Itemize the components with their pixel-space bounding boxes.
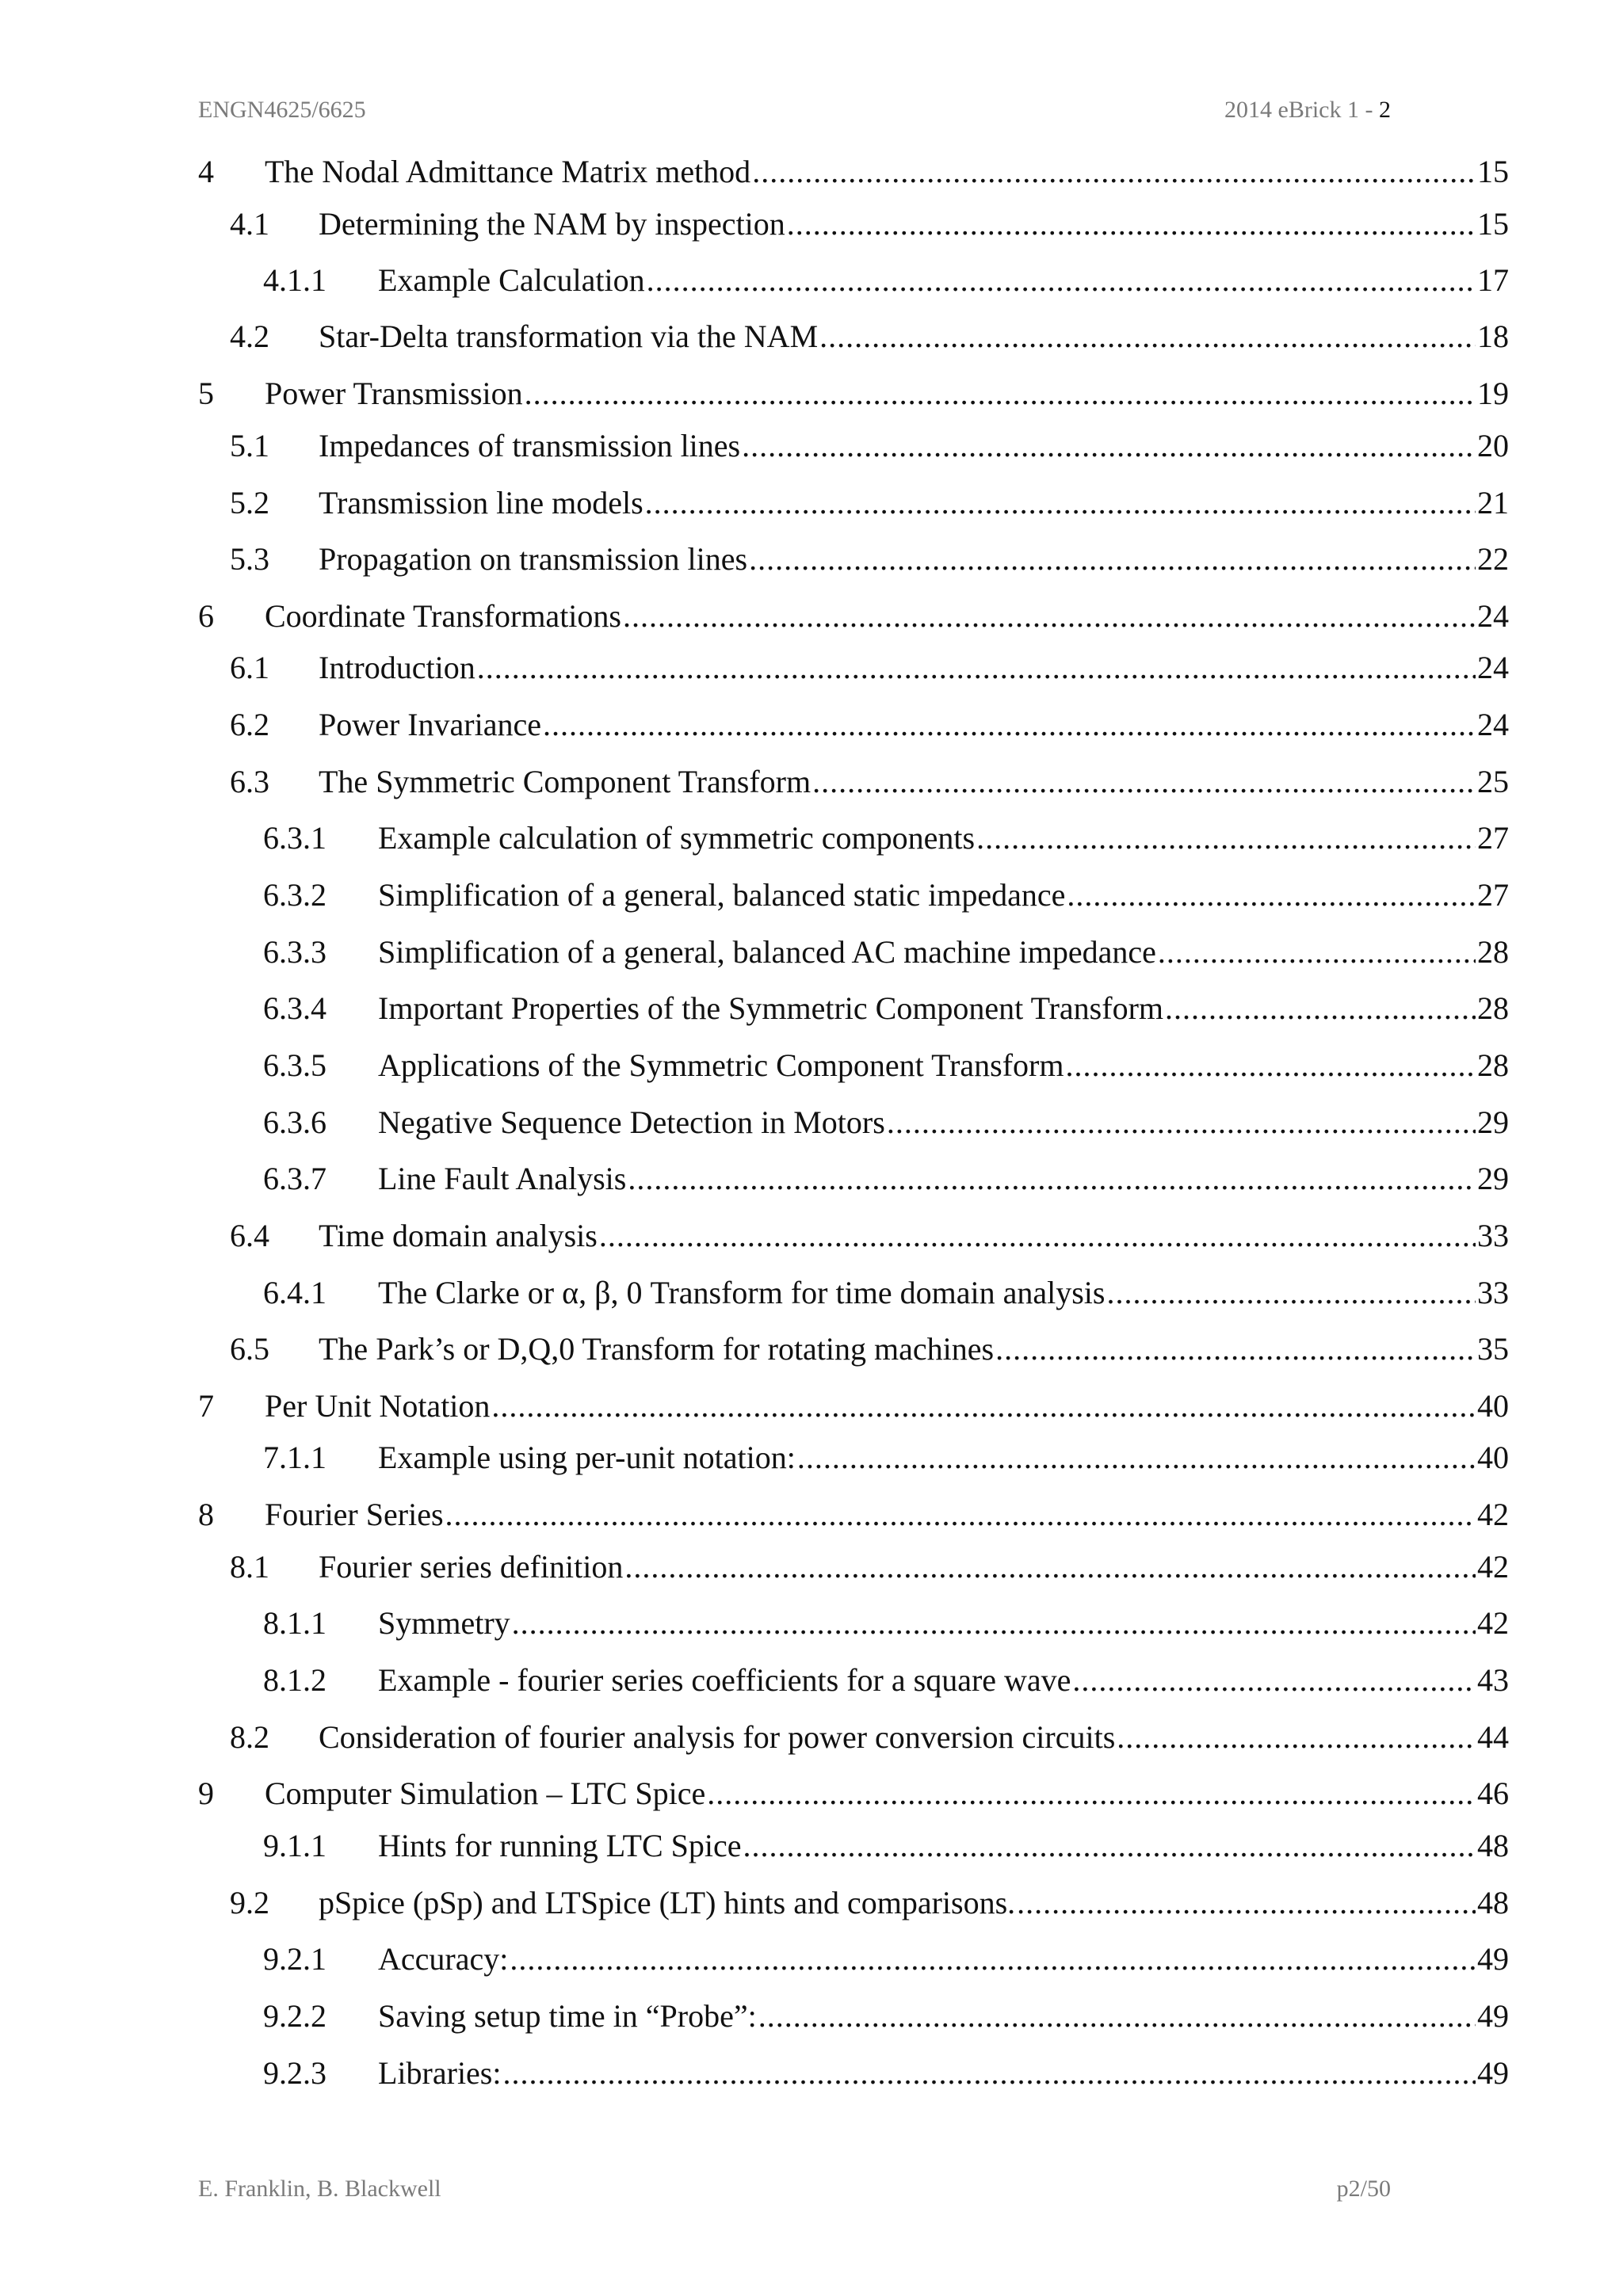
toc-entry[interactable] xyxy=(198,762,1509,802)
toc-entry-page: 46 xyxy=(1477,1775,1509,1811)
toc-entry-page: 28 xyxy=(1477,1047,1509,1083)
toc-entry-page: 42 xyxy=(1477,1605,1509,1641)
toc-leader-dots xyxy=(758,1997,1476,2036)
toc-leader-dots xyxy=(787,204,1476,244)
toc-entry-page: 24 xyxy=(1477,598,1509,634)
toc-entry-page: 25 xyxy=(1477,764,1509,799)
toc-entry-page: 29 xyxy=(1477,1104,1509,1140)
toc-leader-dots xyxy=(445,1495,1476,1535)
toc-entry-page: 49 xyxy=(1477,2055,1509,2091)
toc-entry-number: 7 xyxy=(198,1388,214,1424)
toc-entry-number: 9.2.2 xyxy=(263,1998,327,2034)
toc-entry-page: 28 xyxy=(1477,990,1509,1026)
toc-leader-dots xyxy=(742,426,1476,466)
toc-leader-dots xyxy=(707,1774,1476,1814)
toc-entry[interactable] xyxy=(198,1103,1509,1142)
toc-entry-title: Libraries: xyxy=(378,2055,502,2091)
toc-entry-title: Star-Delta transformation via the NAM xyxy=(319,318,819,354)
toc-entry-page: 21 xyxy=(1477,485,1509,521)
toc-entry-number: 6.3.2 xyxy=(263,877,327,913)
toc-leader-dots xyxy=(623,597,1476,636)
toc-leader-dots xyxy=(797,1438,1476,1478)
toc-entry-page: 40 xyxy=(1477,1388,1509,1424)
toc-entry[interactable] xyxy=(198,597,1509,636)
toc-entry-number: 4.2 xyxy=(230,318,269,354)
toc-leader-dots xyxy=(491,1386,1476,1426)
toc-entry-page: 35 xyxy=(1477,1331,1509,1367)
toc-leader-dots xyxy=(525,374,1476,414)
toc-entry[interactable] xyxy=(198,152,1509,192)
toc-entry[interactable] xyxy=(198,374,1509,414)
toc-entry[interactable] xyxy=(198,1661,1509,1700)
toc-entry[interactable] xyxy=(198,540,1509,579)
toc-entry[interactable] xyxy=(198,818,1509,858)
toc-entry-number: 4.1 xyxy=(230,206,269,242)
toc-entry-title: The Symmetric Component Transform xyxy=(319,764,812,799)
toc-entry-number: 9.2 xyxy=(230,1885,269,1920)
toc-entry-page: 27 xyxy=(1477,877,1509,913)
toc-leader-dots xyxy=(599,1216,1476,1256)
toc-entry-title: Example Calculation xyxy=(378,262,645,298)
toc-entry[interactable] xyxy=(198,1159,1509,1199)
toc-leader-dots xyxy=(819,317,1476,357)
toc-entry-page: 42 xyxy=(1477,1549,1509,1585)
toc-entry-number: 5.2 xyxy=(230,485,269,521)
header-brick-text: 2014 eBrick 1 - xyxy=(1224,97,1379,123)
toc-entry-number: 6.5 xyxy=(230,1331,269,1367)
toc-entry-number: 8.2 xyxy=(230,1719,269,1755)
toc-entry-title: Consideration of fourier analysis for power conversion circuits xyxy=(319,1719,1116,1755)
toc-leader-dots xyxy=(1017,1883,1476,1923)
toc-entry-page: 48 xyxy=(1477,1828,1509,1863)
toc-entry[interactable] xyxy=(198,1826,1509,1866)
toc-entry-title: Coordinate Transformations xyxy=(265,598,621,634)
toc-entry[interactable] xyxy=(198,1997,1509,2036)
toc-entry-number: 5 xyxy=(198,376,214,411)
toc-entry[interactable] xyxy=(198,426,1509,466)
toc-entry-title: Introduction xyxy=(319,650,475,685)
toc-entry-title: Power Invariance xyxy=(319,707,541,742)
toc-entry[interactable] xyxy=(198,933,1509,972)
toc-entry[interactable] xyxy=(198,1273,1509,1313)
toc-entry-title: Fourier Series xyxy=(265,1497,444,1532)
toc-entry-title: pSpice (pSp) and LTSpice (LT) hints and comparisons. xyxy=(319,1885,1016,1920)
toc-entry[interactable] xyxy=(198,1386,1509,1426)
toc-entry-page: 44 xyxy=(1477,1719,1509,1755)
toc-leader-dots xyxy=(887,1103,1476,1142)
toc-entry-title: The Park’s or D,Q,0 Transform for rotating machines xyxy=(319,1331,995,1367)
toc-entry-title: Negative Sequence Detection in Motors xyxy=(378,1104,885,1140)
toc-leader-dots xyxy=(1066,1046,1476,1085)
toc-entry-title: Example using per-unit notation: xyxy=(378,1440,796,1475)
toc-leader-dots xyxy=(743,1826,1476,1866)
toc-entry-page: 17 xyxy=(1477,262,1509,298)
toc-entry[interactable] xyxy=(198,1547,1509,1587)
toc-entry-page: 49 xyxy=(1477,1998,1509,2034)
toc-entry[interactable] xyxy=(198,875,1509,915)
toc-entry-title: Computer Simulation – LTC Spice xyxy=(265,1775,706,1811)
toc-entry[interactable] xyxy=(198,204,1509,244)
toc-entry[interactable] xyxy=(198,648,1509,688)
toc-entry-page: 20 xyxy=(1477,428,1509,463)
toc-entry-title: Per Unit Notation xyxy=(265,1388,491,1424)
toc-leader-dots xyxy=(976,818,1476,858)
toc-entry-number: 6.3.7 xyxy=(263,1161,327,1196)
toc-entry-title: Transmission line models xyxy=(319,485,643,521)
toc-entry-title: Power Transmission xyxy=(265,376,523,411)
toc-entry-number: 4 xyxy=(198,154,214,189)
toc-entry-number: 6.3.5 xyxy=(263,1047,327,1083)
toc-entry-title: Symmetry xyxy=(378,1605,510,1641)
toc-entry[interactable] xyxy=(198,1604,1509,1643)
toc-leader-dots xyxy=(645,483,1476,523)
toc-entry-number: 6.3.1 xyxy=(263,820,327,856)
toc-entry-page: 33 xyxy=(1477,1218,1509,1253)
toc-entry[interactable] xyxy=(198,1718,1509,1757)
toc-entry-page: 40 xyxy=(1477,1440,1509,1475)
toc-entry-number: 6.1 xyxy=(230,650,269,685)
toc-entry-title: Applications of the Symmetric Component Transform xyxy=(378,1047,1064,1083)
toc-leader-dots xyxy=(1072,1661,1476,1700)
toc-entry[interactable] xyxy=(198,483,1509,523)
toc-entry-title: Example - fourier series coefficients for a square wave xyxy=(378,1662,1071,1698)
toc-entry-title: Hints for running LTC Spice xyxy=(378,1828,742,1863)
toc-entry-page: 33 xyxy=(1477,1275,1509,1310)
toc-entry-number: 9 xyxy=(198,1775,214,1811)
toc-entry[interactable] xyxy=(198,705,1509,745)
toc-entry-title: Saving setup time in “Probe”: xyxy=(378,1998,757,2034)
toc-leader-dots xyxy=(1106,1273,1476,1313)
toc-entry-number: 9.1.1 xyxy=(263,1828,327,1863)
toc-entry[interactable] xyxy=(198,317,1509,357)
toc-entry[interactable] xyxy=(198,1438,1509,1478)
toc-entry-title: Determining the NAM by inspection xyxy=(319,206,785,242)
toc-entry-page: 24 xyxy=(1477,650,1509,685)
toc-entry-number: 8 xyxy=(198,1497,214,1532)
toc-entry-title: Fourier series definition xyxy=(319,1549,624,1585)
toc-leader-dots xyxy=(512,1604,1476,1643)
toc-entry-number: 6.3.6 xyxy=(263,1104,327,1140)
toc-entry-number: 6.3.4 xyxy=(263,990,327,1026)
toc-entry-title: Accuracy: xyxy=(378,1941,509,1977)
toc-entry-page: 29 xyxy=(1477,1161,1509,1196)
toc-leader-dots xyxy=(503,2054,1476,2093)
toc-leader-dots xyxy=(647,261,1476,300)
toc-entry-title: Simplification of a general, balanced static impedance xyxy=(378,877,1066,913)
toc-entry-page: 18 xyxy=(1477,318,1509,354)
toc-entry-number: 6.2 xyxy=(230,707,269,742)
toc-leader-dots xyxy=(510,1939,1476,1979)
toc-leader-dots xyxy=(752,152,1476,192)
toc-entry-title: Simplification of a general, balanced AC machine impedance xyxy=(378,934,1156,970)
toc-entry-number: 6 xyxy=(198,598,214,634)
toc-entry-number: 6.4 xyxy=(230,1218,269,1253)
header-brick-label xyxy=(1224,97,1391,124)
toc-leader-dots xyxy=(1158,933,1476,972)
toc-entry[interactable] xyxy=(198,1495,1509,1535)
toc-entry-title: The Nodal Admittance Matrix method xyxy=(265,154,751,189)
toc-entry-page: 27 xyxy=(1477,820,1509,856)
toc-entry-page: 15 xyxy=(1477,154,1509,189)
toc-leader-dots xyxy=(995,1329,1476,1369)
toc-leader-dots xyxy=(812,762,1476,802)
toc-entry-title: Example calculation of symmetric components xyxy=(378,820,976,856)
toc-entry-number: 8.1.1 xyxy=(263,1605,327,1641)
toc-entry-title: The Clarke or α, β, 0 Transform for time domain analysis xyxy=(378,1275,1106,1310)
toc-entry-number: 7.1.1 xyxy=(263,1440,327,1475)
toc-leader-dots xyxy=(624,1547,1476,1587)
toc-leader-dots xyxy=(628,1159,1476,1199)
toc-entry-page: 28 xyxy=(1477,934,1509,970)
toc-entry-title: Impedances of transmission lines xyxy=(319,428,741,463)
header-course-code: ENGN4625/6625 xyxy=(198,97,366,123)
toc-entry[interactable] xyxy=(198,1939,1509,1979)
toc-entry-number: 5.3 xyxy=(230,541,269,577)
header-page-number: 2 xyxy=(1379,97,1391,123)
toc-entry[interactable] xyxy=(198,2054,1509,2093)
toc-leader-dots xyxy=(543,705,1476,745)
toc-entry-title: Propagation on transmission lines xyxy=(319,541,748,577)
toc-entry-page: 19 xyxy=(1477,376,1509,411)
toc-entry-page: 43 xyxy=(1477,1662,1509,1698)
toc-entry-title: Line Fault Analysis xyxy=(378,1161,627,1196)
toc-entry-number: 6.3.3 xyxy=(263,934,327,970)
toc-entry[interactable] xyxy=(198,989,1509,1028)
toc-entry-title: Important Properties of the Symmetric Component Transform xyxy=(378,990,1163,1026)
toc-entry-number: 9.2.1 xyxy=(263,1941,327,1977)
toc-entry[interactable] xyxy=(198,1774,1509,1814)
toc-entry-number: 6.4.1 xyxy=(263,1275,327,1310)
toc-entry-number: 8.1 xyxy=(230,1549,269,1585)
toc-entry[interactable] xyxy=(198,1329,1509,1369)
toc-leader-dots xyxy=(1117,1718,1476,1757)
toc-entry-page: 48 xyxy=(1477,1885,1509,1920)
toc-entry-title: Time domain analysis xyxy=(319,1218,598,1253)
footer-page-count: p2/50 xyxy=(1336,2176,1391,2202)
toc-entry-page: 15 xyxy=(1477,206,1509,242)
toc-entry-page: 22 xyxy=(1477,541,1509,577)
toc-entry[interactable] xyxy=(198,261,1509,300)
toc-entry[interactable] xyxy=(198,1883,1509,1923)
toc-leader-dots xyxy=(477,648,1476,688)
toc-leader-dots xyxy=(1067,875,1476,915)
toc-entry-number: 5.1 xyxy=(230,428,269,463)
toc-entry[interactable] xyxy=(198,1046,1509,1085)
toc-entry-page: 49 xyxy=(1477,1941,1509,1977)
footer-authors: E. Franklin, B. Blackwell xyxy=(198,2176,441,2202)
toc-entry-page: 42 xyxy=(1477,1497,1509,1532)
toc-entry-number: 4.1.1 xyxy=(263,262,327,298)
toc-entry-number: 6.3 xyxy=(230,764,269,799)
toc-entry-page: 24 xyxy=(1477,707,1509,742)
toc-entry-number: 8.1.2 xyxy=(263,1662,327,1698)
toc-entry[interactable] xyxy=(198,1216,1509,1256)
toc-leader-dots xyxy=(749,540,1476,579)
toc-entry-number: 9.2.3 xyxy=(263,2055,327,2091)
toc-leader-dots xyxy=(1165,989,1476,1028)
